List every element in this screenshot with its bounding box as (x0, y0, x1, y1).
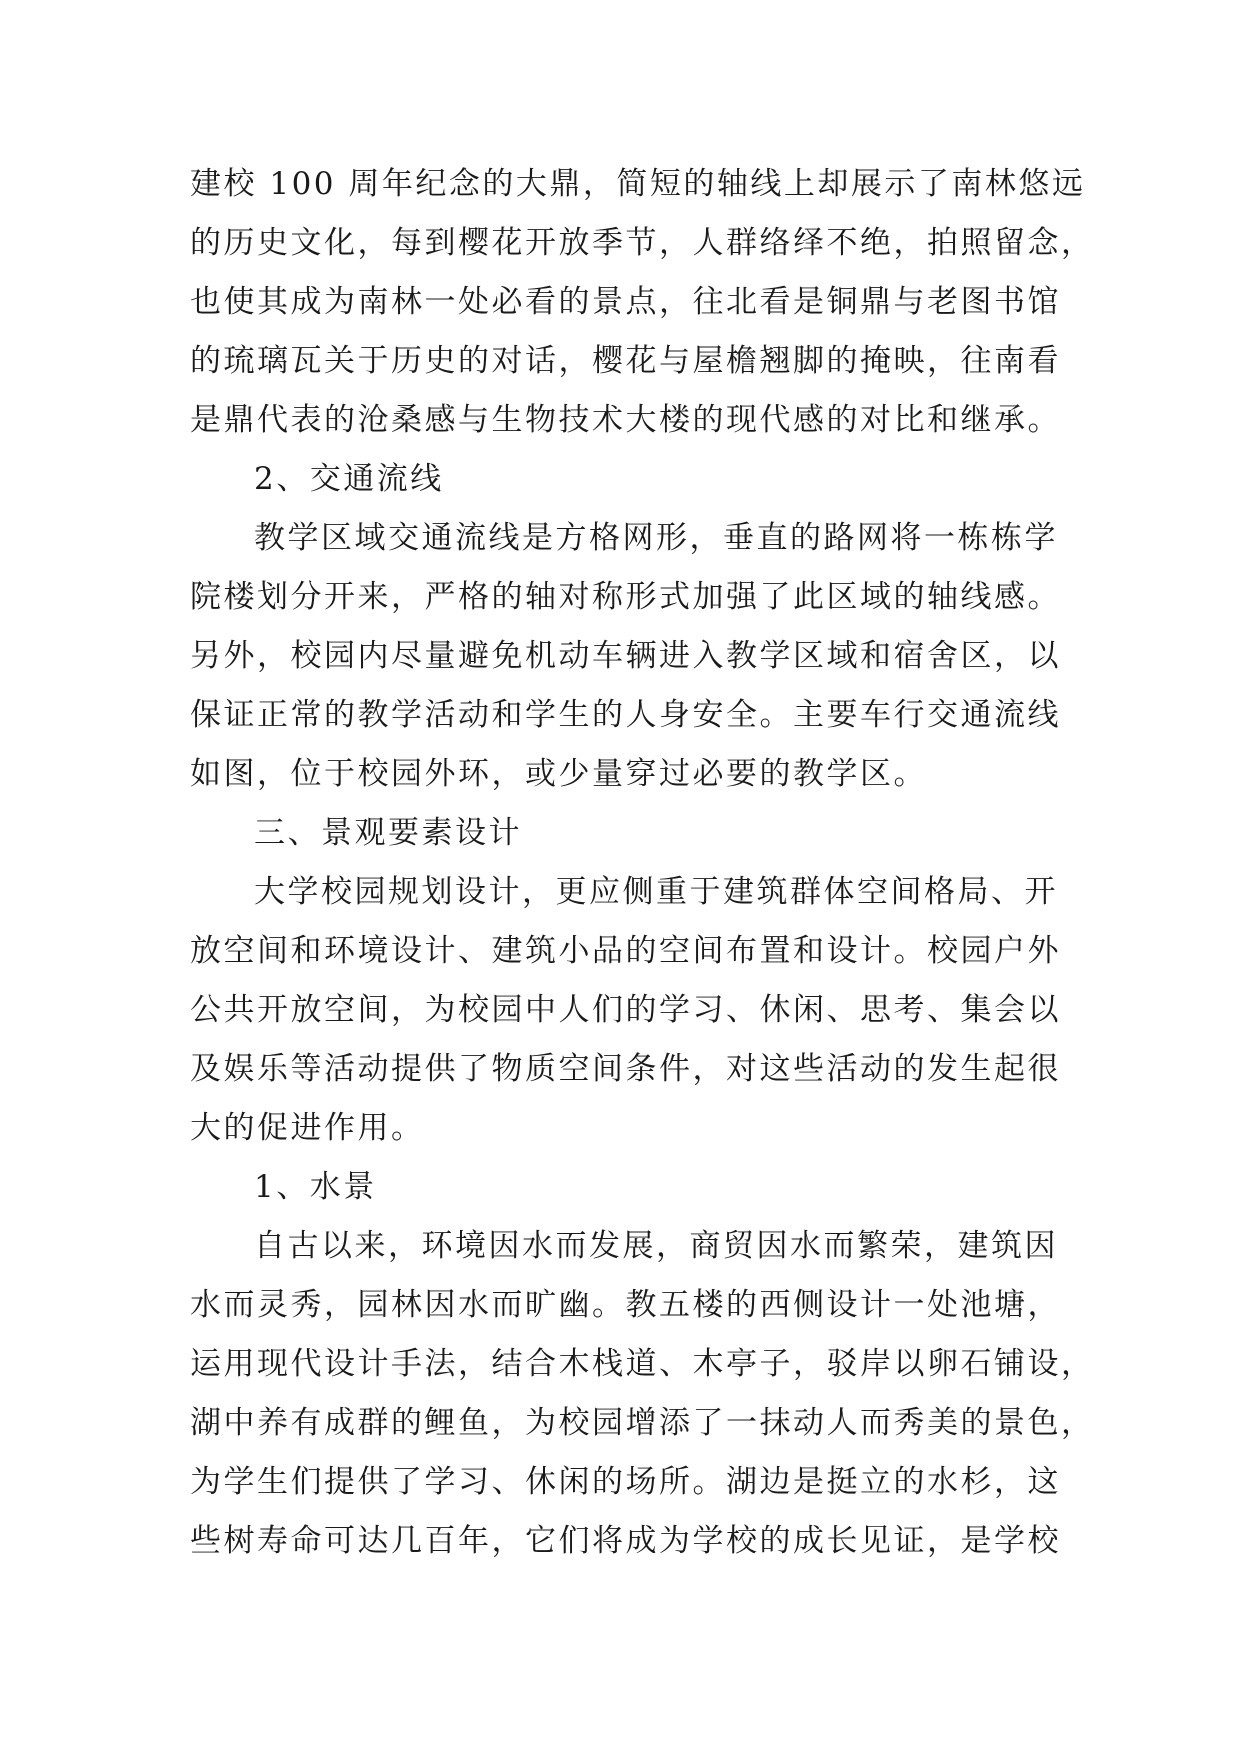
text-line: 及娱乐等活动提供了物质空间条件，对这些活动的发生起很 (190, 1051, 1061, 1087)
paragraph-start: 大学校园规划设计，更应侧重于建筑群体空间格局、开 (254, 874, 1058, 910)
text-line: 大的促进作用。 (190, 1110, 425, 1146)
text-line: 是鼎代表的沧桑感与生物技术大楼的现代感的对比和继承。 (190, 402, 1061, 438)
section-heading: 2、交通流线 (254, 461, 444, 497)
paragraph-start: 教学区域交通流线是方格网形，垂直的路网将一栋栋学 (254, 520, 1058, 556)
text-line: 放空间和环境设计、建筑小品的空间布置和设计。校园户外 (190, 933, 1061, 969)
section-heading: 1、水景 (254, 1169, 377, 1205)
text-line: 湖中养有成群的鲤鱼，为校园增添了一抹动人而秀美的景色， (190, 1405, 1095, 1441)
text-line: 如图，位于校园外环，或少量穿过必要的教学区。 (190, 756, 927, 792)
text-line: 些树寿命可达几百年，它们将成为学校的成长见证，是学校 (190, 1523, 1061, 1559)
text-line: 的历史文化，每到樱花开放季节，人群络绎不绝，拍照留念， (190, 225, 1095, 261)
text-line: 水而灵秀，园林因水而旷幽。教五楼的西侧设计一处池塘， (190, 1287, 1061, 1323)
text-line: 也使其成为南林一处必看的景点，往北看是铜鼎与老图书馆 (190, 284, 1061, 320)
paragraph-start: 自古以来，环境因水而发展，商贸因水而繁荣，建筑因 (254, 1228, 1058, 1264)
text-line: 建校 100 周年纪念的大鼎，简短的轴线上却展示了南林悠远 (190, 166, 1086, 202)
text-line: 保证正常的教学活动和学生的人身安全。主要车行交通流线 (190, 697, 1061, 733)
text-line: 运用现代设计手法，结合木栈道、木亭子，驳岸以卵石铺设， (190, 1346, 1095, 1382)
text-line: 另外，校园内尽量避免机动车辆进入教学区域和宿舍区，以 (190, 638, 1061, 674)
text-line: 公共开放空间，为校园中人们的学习、休闲、思考、集会以 (190, 992, 1061, 1028)
text-line: 院楼划分开来，严格的轴对称形式加强了此区域的轴线感。 (190, 579, 1061, 615)
text-line: 为学生们提供了学习、休闲的场所。湖边是挺立的水杉，这 (190, 1464, 1061, 1500)
text-line: 的琉璃瓦关于历史的对话，樱花与屋檐翘脚的掩映，往南看 (190, 343, 1061, 379)
section-heading: 三、景观要素设计 (254, 815, 522, 851)
